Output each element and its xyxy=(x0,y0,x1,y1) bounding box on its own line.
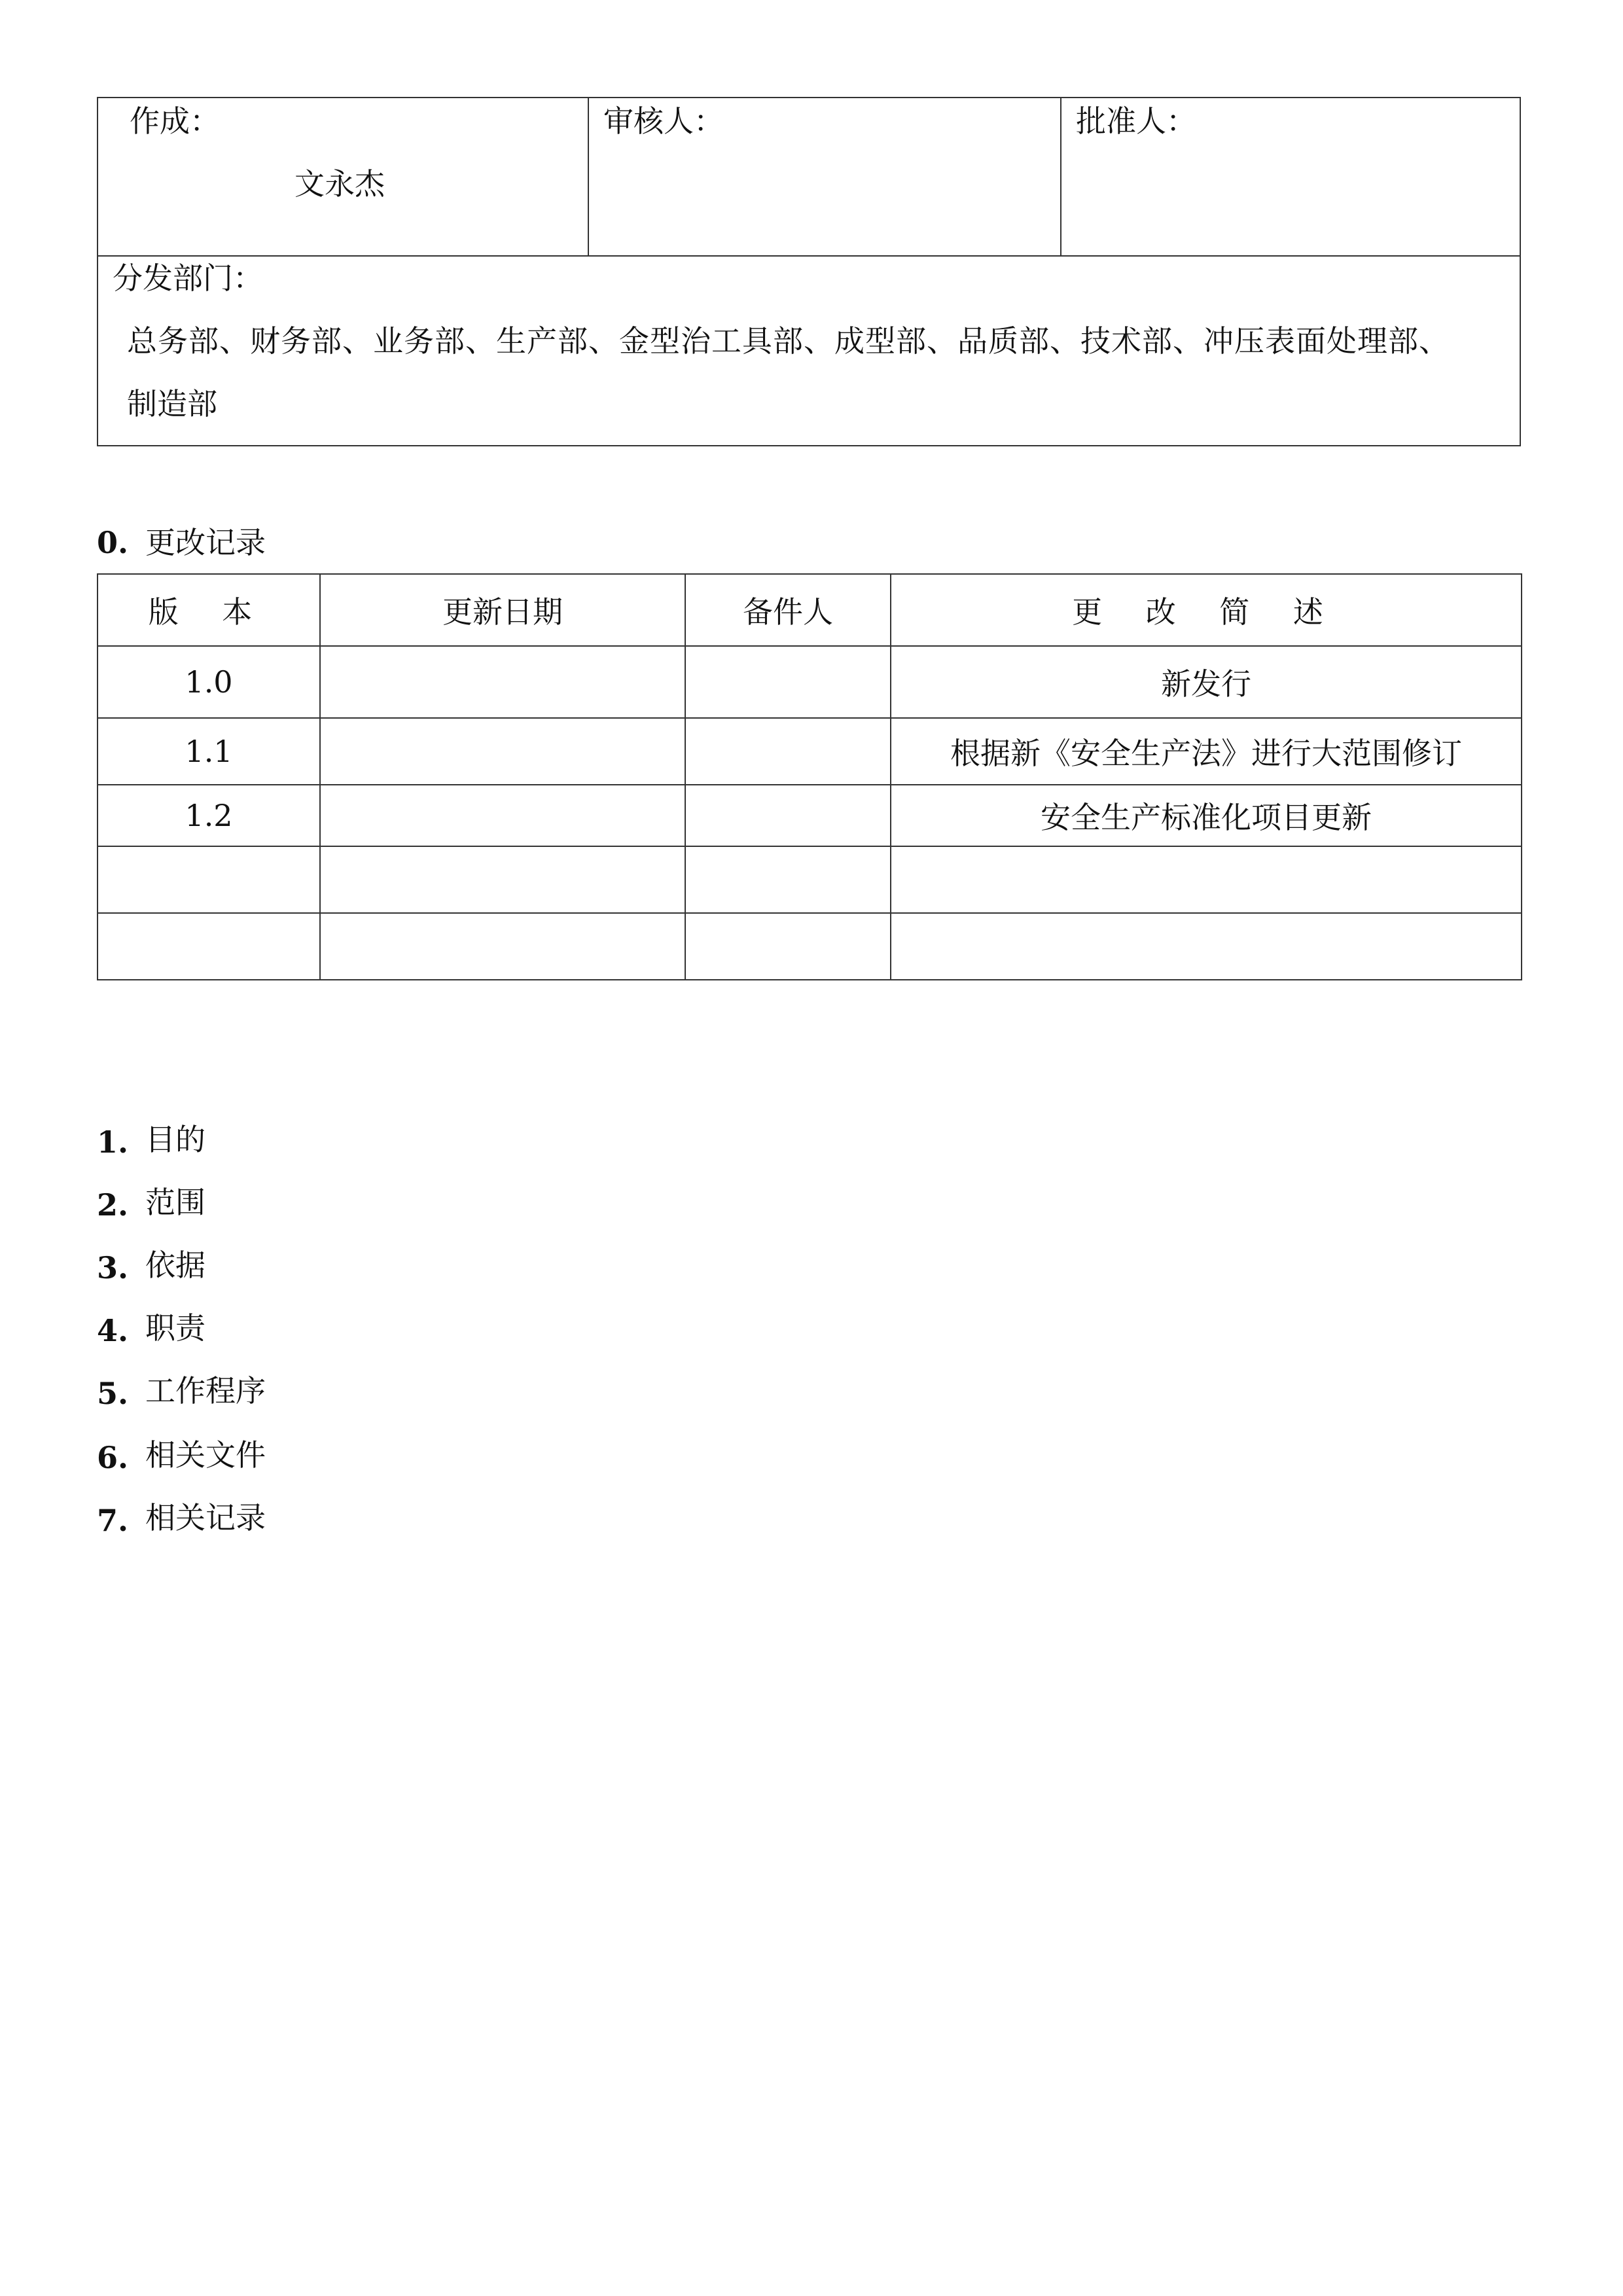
row2-date xyxy=(319,717,686,785)
row2-person xyxy=(685,717,891,785)
row4-summary xyxy=(890,846,1522,914)
approver-label: 批准人： xyxy=(1076,103,1196,139)
distribution-departments-line2: 制造部 xyxy=(127,386,217,422)
row1-summary: 新发行 xyxy=(890,645,1522,719)
row2-summary: 根据新《安全生产法》进行大范围修订 xyxy=(890,717,1522,785)
toc-item-number: 5. xyxy=(97,1376,129,1411)
row4-date xyxy=(319,846,686,914)
row4-person xyxy=(685,846,891,914)
header-person: 备件人 xyxy=(685,573,891,647)
row5-summary xyxy=(890,912,1522,980)
toc-item-number: 2. xyxy=(97,1187,129,1223)
toc-item-number: 6. xyxy=(97,1440,129,1475)
toc-item-title: 范围 xyxy=(145,1185,205,1220)
toc-item-title: 相关记录 xyxy=(145,1500,266,1535)
toc-item-number: 4. xyxy=(97,1313,129,1348)
row2-version: 1.1 xyxy=(97,717,321,785)
row5-date xyxy=(319,912,686,980)
distribution-departments-line1: 总务部、财务部、业务部、生产部、金型治工具部、成型部、品质部、技术部、冲压表面处理部、 xyxy=(127,323,1450,359)
toc-item-title: 职责 xyxy=(145,1310,205,1346)
row4-version xyxy=(97,846,321,914)
author-name: 文永杰 xyxy=(294,166,385,202)
row1-version: 1.0 xyxy=(97,645,321,719)
toc-item-title: 依据 xyxy=(145,1247,205,1283)
header-update-date: 更新日期 xyxy=(319,573,686,647)
row1-person xyxy=(685,645,891,719)
row1-date xyxy=(319,645,686,719)
change-record-number: 0. xyxy=(97,525,129,560)
row5-version xyxy=(97,912,321,980)
toc-item-number: 1. xyxy=(97,1124,129,1160)
row3-date xyxy=(319,784,686,847)
author-label: 作成： xyxy=(130,103,220,139)
row3-person xyxy=(685,784,891,847)
row3-version: 1.2 xyxy=(97,784,321,847)
row5-person xyxy=(685,912,891,980)
header-summary: 更 改 简 述 xyxy=(890,573,1522,647)
distribution-label: 分发部门： xyxy=(113,260,263,296)
reviewer-label: 审核人： xyxy=(603,103,724,139)
toc-item-title: 相关文件 xyxy=(145,1437,266,1473)
toc-item-number: 3. xyxy=(97,1250,129,1285)
row3-summary: 安全生产标准化项目更新 xyxy=(890,784,1522,847)
toc-item-number: 7. xyxy=(97,1503,129,1538)
toc-item-title: 目的 xyxy=(145,1122,205,1157)
change-record-title: 更改记录 xyxy=(145,525,266,560)
toc-item-title: 工作程序 xyxy=(145,1373,266,1408)
header-version: 版 本 xyxy=(97,573,321,647)
